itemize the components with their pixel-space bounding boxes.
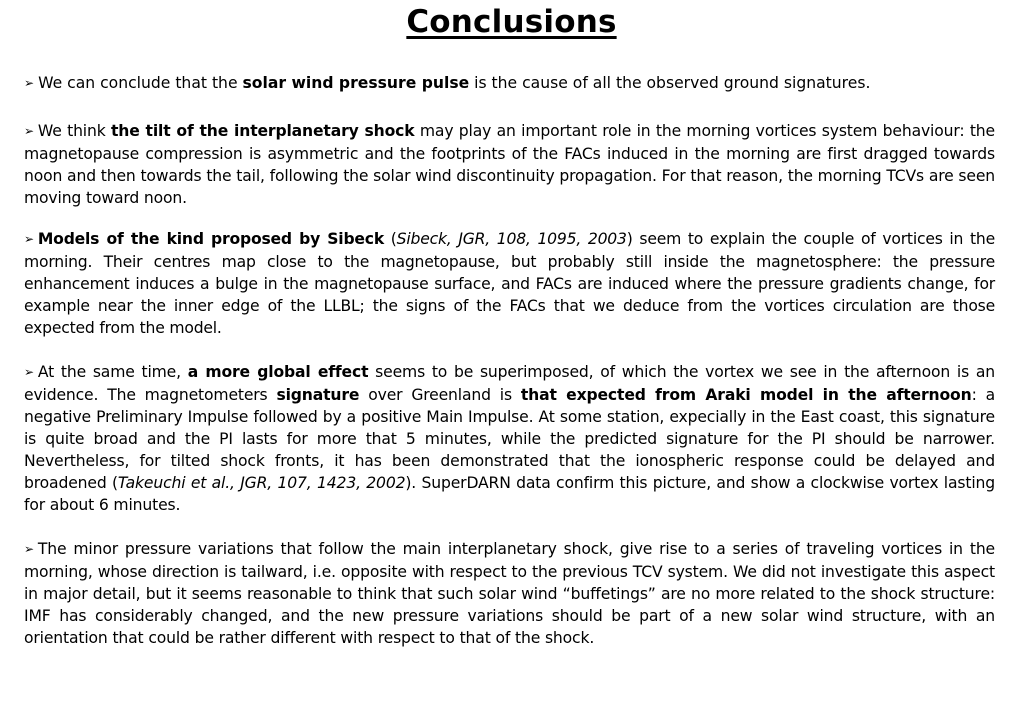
- conclusion-paragraph-2: [24, 120, 995, 209]
- p4-bold-signature: signature: [276, 386, 360, 404]
- p2-bold-shock-tilt: the tilt of the interplanetary shock: [111, 122, 415, 140]
- arrow-bullet-icon: ➢: [24, 76, 35, 90]
- p1-text-a: We can conclude that the: [38, 74, 243, 92]
- p4-text-g: : a negative Preliminary Impulse followed by a positive Main Impulse. At some station, expecially in the East coast, this signature is quite broad and the PI lasts for more that 5 minutes, while the predicted signature for the PI should be narrower. Nevertheless, for tilted shock fronts, it has been demonstrated that the ionospheric response could be delayed and broadened (: [24, 386, 995, 492]
- conclusion-paragraph-3: [24, 228, 995, 339]
- conclusion-paragraph-5: [24, 538, 995, 649]
- p1-text-c: is the cause of all the observed ground signatures.: [469, 74, 871, 92]
- arrow-bullet-icon: ➢: [24, 542, 34, 556]
- p2-text-c: may play an important role in the morning vortices system behaviour: the magnetopause compression is asymmetric and the footprints of the FACs induced in the morning are first dragged towards noon and then towards the tail, following the solar wind discontinuity propagation. For that reason, the morning TCVs are seen moving toward noon.: [24, 122, 995, 207]
- p5-text: The minor pressure variations that follow the main interplanetary shock, give rise to a series of traveling vortices in the morning, whose direction is tailward, i.e. opposite with respect to the previous TCV system. We did not investigate this aspect in major detail, but it seems reasonable to think that such solar wind “buffetings” are no more related to the shock structure: IMF has considerably changed, and the new pressure variations should be part of a new solar wind structure, with an orientation that could be rather different with respect to that of the shock.: [24, 540, 995, 647]
- conclusion-paragraph-1: [24, 72, 995, 95]
- p4-bold-global-effect: a more global effect: [187, 363, 369, 381]
- p3-text-b: (: [384, 230, 397, 248]
- p3-text-d: ) seem to explain the couple of vortices in the morning. Their centres map close to the magnetopause, but probably still inside the magnetosphere: the pressure enhancement induces a bulge in the magnetopause surface, and FACs are induced where the pressure gradients change, for example near the inner edge of the LLBL; the signs of the FACs that we deduce from the vortices circulation are those expected from the model.: [24, 230, 995, 337]
- p4-text-e: over Greenland is: [359, 386, 521, 404]
- conclusion-paragraph-4: [24, 361, 995, 516]
- p1-bold-solar-wind-pressure-pulse: solar wind pressure pulse: [242, 74, 470, 92]
- arrow-bullet-icon: ➢: [24, 124, 34, 138]
- p4-text-c: seems to be superimposed, of which the vortex we see in the afternoon is an evidence. The magnetometers: [24, 363, 995, 404]
- p4-bold-araki-model: that expected from Araki model in the afternoon: [520, 386, 972, 404]
- p3-bold-sibeck-models: Models of the kind proposed by Sibeck: [37, 230, 385, 248]
- p3-citation-sibeck: Sibeck, JGR, 108, 1095, 2003: [396, 230, 627, 248]
- p2-text-a: We think: [37, 122, 111, 140]
- p4-text-i: ). SuperDARN data confirm this picture, and show a clockwise vortex lasting for about 6 minutes.: [24, 474, 995, 514]
- arrow-bullet-icon: ➢: [24, 232, 34, 246]
- p4-text-a: At the same time,: [37, 363, 188, 381]
- p4-citation-takeuchi: Takeuchi et al., JGR, 107, 1423, 2002: [117, 474, 406, 492]
- arrow-bullet-icon: ➢: [24, 365, 34, 379]
- page-title: Conclusions: [406, 4, 617, 40]
